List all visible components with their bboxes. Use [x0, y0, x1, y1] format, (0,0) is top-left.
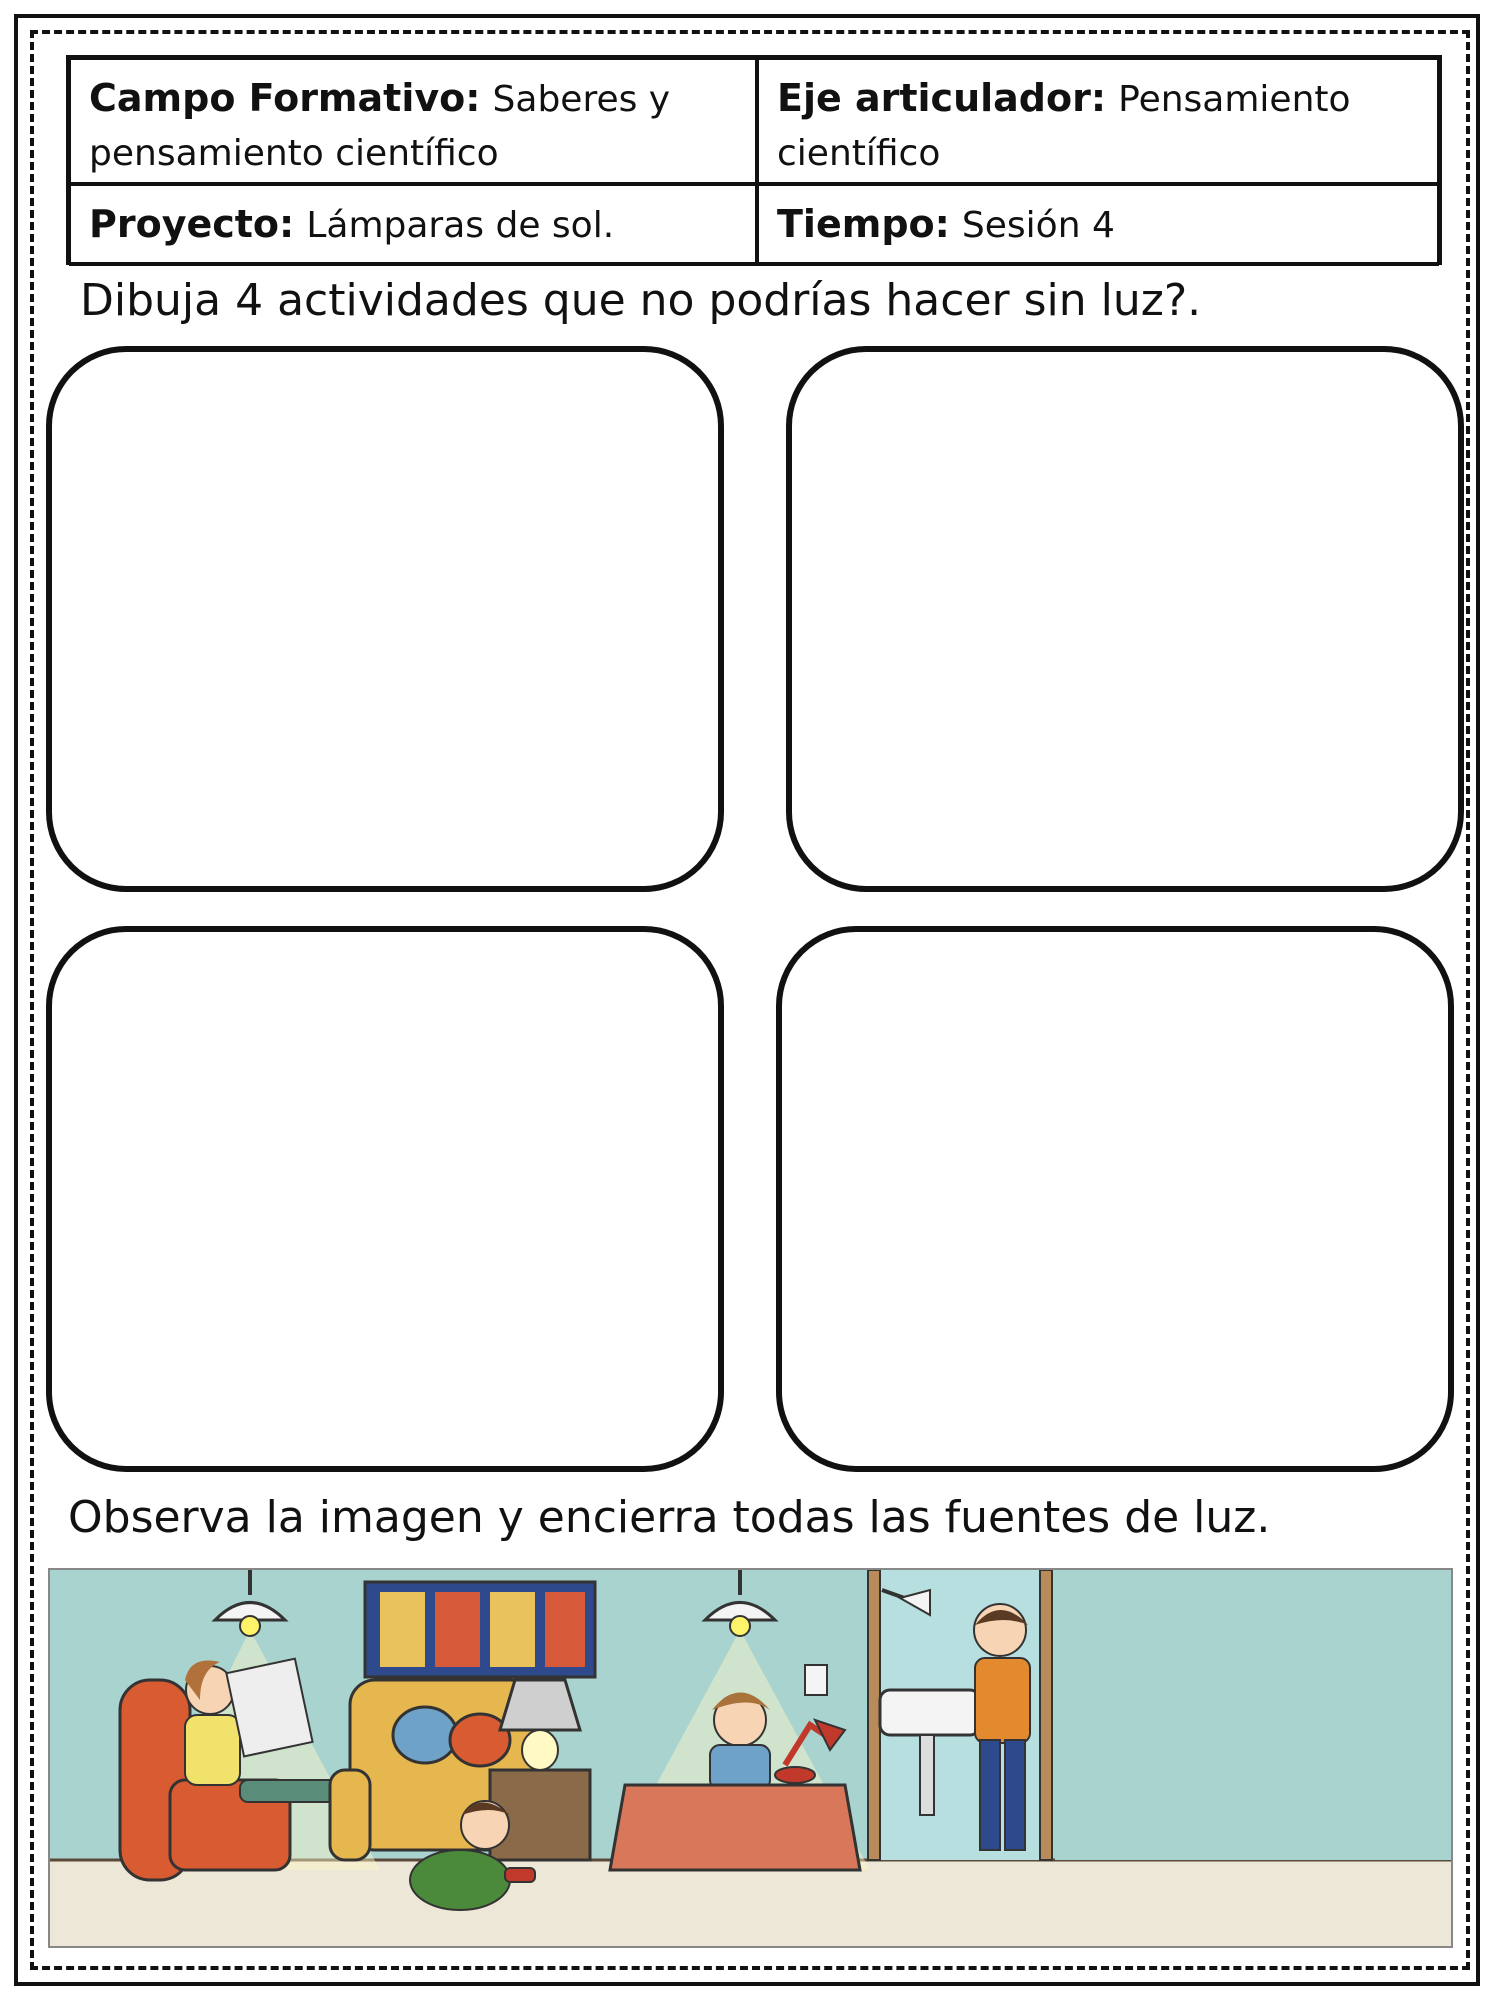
- eje-articulador-cell: [757, 58, 1439, 184]
- tiempo-cell: [757, 184, 1439, 266]
- proyecto-label: Proyecto:: [89, 202, 295, 246]
- proyecto-cell: [69, 184, 757, 266]
- campo-formativo-cell: [69, 58, 757, 184]
- drawing-box-3[interactable]: [46, 926, 724, 1472]
- eje-value: Pensamiento científico: [777, 79, 1351, 174]
- draw-instruction: Dibuja 4 actividades que no podrías hacer sin luz?.: [80, 275, 1202, 326]
- eje-label: Eje articulador:: [777, 76, 1107, 120]
- drawing-box-2[interactable]: [786, 346, 1464, 892]
- living-room-illustration[interactable]: [48, 1568, 1453, 1948]
- campo-label: Campo Formativo:: [89, 76, 481, 120]
- proyecto-value: Lámparas de sol.: [306, 205, 615, 246]
- info-table: [66, 55, 1442, 265]
- observe-instruction: Observa la imagen y encierra todas las fuentes de luz.: [68, 1492, 1271, 1543]
- tiempo-label: Tiempo:: [777, 202, 950, 246]
- scene-svg: [50, 1570, 1451, 1946]
- drawing-box-4[interactable]: [776, 926, 1454, 1472]
- tiempo-value: Sesión 4: [961, 205, 1115, 246]
- flashlight-icon[interactable]: [505, 1868, 535, 1882]
- drawing-box-1[interactable]: [46, 346, 724, 892]
- light-switch: [805, 1665, 827, 1695]
- wall-painting: [365, 1582, 595, 1677]
- floor: [50, 1860, 1451, 1946]
- round-table: [610, 1785, 860, 1870]
- campo-value: Saberes y pensamiento científico: [89, 79, 671, 174]
